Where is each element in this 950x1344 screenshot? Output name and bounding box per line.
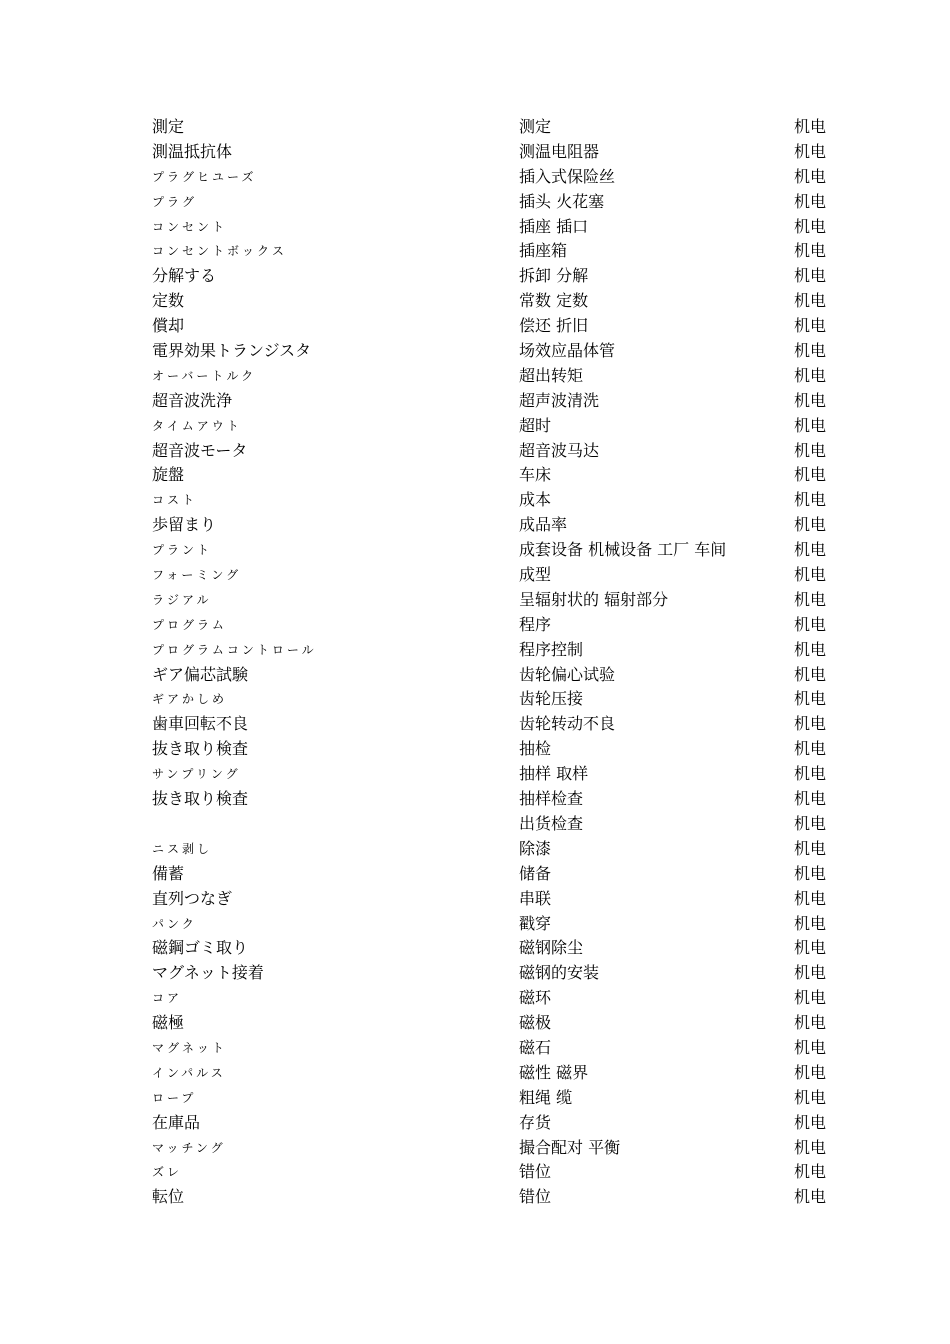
- chinese-term: 场效应晶体管: [519, 341, 616, 361]
- japanese-term: プラグヒユーズ: [152, 169, 257, 184]
- japanese-term: プラグ: [152, 194, 198, 209]
- chinese-term: 串联: [519, 888, 552, 908]
- glossary-row: [152, 289, 842, 314]
- japanese-term: 測定: [152, 117, 185, 136]
- category-label: 机电: [794, 266, 827, 286]
- japanese-term: マグネット: [152, 1040, 227, 1055]
- category-label: 机电: [794, 1187, 827, 1207]
- category-label: 机电: [794, 440, 827, 460]
- glossary-row: [152, 1086, 842, 1111]
- japanese-term: サンプリング: [152, 767, 241, 782]
- glossary-row: [152, 314, 842, 339]
- glossary-row: [152, 787, 842, 812]
- category-label: 机电: [794, 216, 827, 236]
- glossary-row: [152, 215, 842, 240]
- glossary-row: [152, 887, 842, 912]
- glossary-row: [152, 513, 842, 538]
- category-label: 机电: [794, 714, 827, 734]
- japanese-term: 定数: [152, 291, 185, 311]
- glossary-row: [152, 737, 842, 762]
- category-label: 机电: [794, 191, 827, 211]
- category-label: 机电: [794, 465, 827, 485]
- glossary-row: [152, 812, 842, 837]
- japanese-term: 分解する: [152, 266, 217, 286]
- chinese-term: 测温电阻器: [519, 141, 600, 161]
- category-label: 机电: [794, 863, 827, 883]
- japanese-term: パンク: [152, 916, 197, 931]
- glossary-row: [152, 538, 842, 563]
- chinese-term: 超出转矩: [519, 365, 584, 385]
- chinese-term: 粗绳 缆: [519, 1087, 573, 1107]
- category-label: 机电: [794, 739, 827, 759]
- category-label: 机电: [794, 639, 827, 659]
- glossary-row: [152, 115, 842, 140]
- chinese-term: 偿还 折旧: [519, 316, 589, 336]
- japanese-term: タイムアウト: [152, 418, 242, 433]
- glossary-row: [152, 165, 842, 190]
- chinese-term: 程序: [519, 614, 552, 634]
- chinese-term: 抽样 取样: [519, 764, 589, 784]
- japanese-term: ギア偏芯試験: [152, 664, 249, 684]
- japanese-term: マッチング: [152, 1140, 226, 1155]
- chinese-term: 测定: [519, 117, 552, 136]
- category-label: 机电: [794, 888, 827, 908]
- chinese-term: 插头 火花塞: [519, 191, 605, 211]
- chinese-term: 出货检查: [519, 813, 584, 833]
- category-label: 机电: [794, 141, 827, 161]
- glossary-row: [152, 140, 842, 165]
- chinese-term: 呈辐射状的 辐射部分: [519, 589, 669, 609]
- japanese-term: 超音波モータ: [152, 440, 248, 460]
- glossary-row: [152, 613, 842, 638]
- japanese-term: オーバートルク: [152, 368, 257, 383]
- category-label: 机电: [794, 789, 827, 809]
- category-label: 机电: [794, 689, 827, 709]
- category-label: 机电: [794, 540, 827, 560]
- glossary-row: [152, 588, 842, 613]
- category-label: 机电: [794, 1087, 827, 1107]
- glossary-row: [152, 414, 842, 439]
- glossary-row: [152, 762, 842, 787]
- category-label: 机电: [794, 913, 827, 933]
- chinese-term: 成品率: [519, 515, 568, 535]
- japanese-term: ズレ: [152, 1165, 183, 1180]
- japanese-term: 在庫品: [152, 1112, 201, 1132]
- glossary-row: [152, 638, 842, 663]
- chinese-term: 除漆: [519, 838, 552, 858]
- chinese-term: 拆卸 分解: [519, 266, 589, 286]
- chinese-term: 撮合配对 平衡: [519, 1137, 621, 1157]
- glossary-row: [152, 339, 842, 364]
- category-label: 机电: [794, 365, 827, 385]
- category-label: 机电: [794, 316, 827, 336]
- japanese-term: 抜き取り検査: [152, 739, 249, 759]
- category-label: 机电: [794, 291, 827, 311]
- japanese-term: コア: [152, 991, 183, 1006]
- category-label: 机电: [794, 838, 827, 858]
- japanese-term: 磁極: [152, 1013, 185, 1033]
- chinese-term: 磁钢除尘: [519, 938, 584, 958]
- chinese-term: 抽样检查: [519, 789, 584, 809]
- chinese-term: 成型: [519, 565, 552, 585]
- chinese-term: 程序控制: [519, 639, 584, 659]
- japanese-term: 超音波洗浄: [152, 390, 233, 410]
- japanese-term: 歯車回転不良: [152, 714, 249, 734]
- glossary-row: [152, 1185, 842, 1210]
- chinese-term: 成本: [519, 490, 552, 510]
- japanese-term: 償却: [152, 316, 185, 336]
- chinese-term: 错位: [519, 1187, 552, 1207]
- japanese-term: フォーミング: [152, 568, 242, 583]
- category-label: 机电: [794, 390, 827, 410]
- japanese-term: ニス剥し: [152, 841, 213, 856]
- japanese-term: 電界効果トランジスタ: [152, 341, 312, 361]
- chinese-term: 插座 插口: [519, 216, 589, 236]
- category-label: 机电: [794, 963, 827, 983]
- chinese-term: 磁石: [519, 1037, 552, 1057]
- chinese-term: 磁环: [519, 988, 552, 1008]
- japanese-term: マグネット接着: [152, 963, 264, 983]
- glossary-row: [152, 961, 842, 986]
- japanese-term: ロープ: [152, 1090, 197, 1105]
- glossary-row: [152, 1160, 842, 1185]
- japanese-term: 磁鋼ゴミ取り: [152, 938, 249, 958]
- chinese-term: 磁极: [519, 1013, 552, 1033]
- chinese-term: 齿轮转动不良: [519, 714, 616, 734]
- category-label: 机电: [794, 1062, 827, 1082]
- chinese-term: 错位: [519, 1162, 552, 1182]
- japanese-term: コスト: [152, 493, 198, 508]
- japanese-term: 旋盤: [152, 465, 185, 485]
- category-label: 机电: [794, 938, 827, 958]
- chinese-term: 齿轮压接: [519, 689, 584, 709]
- category-label: 机电: [794, 117, 827, 136]
- glossary-row: [152, 364, 842, 389]
- category-label: 机电: [794, 490, 827, 510]
- category-label: 机电: [794, 1137, 827, 1157]
- japanese-term: 直列つなぎ: [152, 888, 233, 908]
- glossary-row: [152, 1036, 842, 1061]
- glossary-row: [152, 712, 842, 737]
- glossary-row: [152, 488, 842, 513]
- glossary-row: [152, 912, 842, 937]
- glossary-row: [152, 986, 842, 1011]
- category-label: 机电: [794, 515, 827, 535]
- category-label: 机电: [794, 241, 827, 261]
- glossary-row: [152, 687, 842, 712]
- chinese-term: 抽检: [519, 739, 552, 759]
- japanese-term: 歩留まり: [152, 515, 217, 535]
- glossary-row: [152, 936, 842, 961]
- glossary-row: [152, 1111, 842, 1136]
- japanese-term: ラジアル: [152, 592, 212, 607]
- category-label: 机电: [794, 988, 827, 1008]
- category-label: 机电: [794, 415, 827, 435]
- japanese-term: コンセント: [152, 219, 228, 234]
- japanese-term: 備蓄: [152, 863, 185, 883]
- glossary-row: [152, 463, 842, 488]
- glossary-row: [152, 1011, 842, 1036]
- chinese-term: 磁性 磁界: [519, 1062, 589, 1082]
- chinese-term: 储备: [519, 863, 552, 883]
- japanese-term: ギアかしめ: [152, 692, 228, 707]
- glossary-row: [152, 563, 842, 588]
- chinese-term: 齿轮偏心试验: [519, 664, 616, 684]
- glossary-row: [152, 264, 842, 289]
- glossary-row: [152, 1136, 842, 1161]
- glossary-row: [152, 389, 842, 414]
- japanese-term: プラント: [152, 543, 213, 558]
- category-label: 机电: [794, 565, 827, 585]
- glossary-row: [152, 663, 842, 688]
- chinese-term: 存货: [519, 1112, 552, 1132]
- glossary-table: [152, 115, 842, 1210]
- chinese-term: 成套设备 机械设备 工厂 车间: [519, 540, 727, 560]
- category-label: 机电: [794, 764, 827, 784]
- chinese-term: 超时: [519, 415, 552, 435]
- category-label: 机电: [794, 341, 827, 361]
- chinese-term: 磁钢的安装: [519, 963, 600, 983]
- japanese-term: インパルス: [152, 1065, 226, 1080]
- category-label: 机电: [794, 1037, 827, 1057]
- category-label: 机电: [794, 813, 827, 833]
- category-label: 机电: [794, 614, 827, 634]
- glossary-row: [152, 439, 842, 464]
- japanese-term: プログラム: [152, 617, 227, 632]
- glossary-row: [152, 837, 842, 862]
- japanese-term: 測温抵抗体: [152, 141, 233, 161]
- glossary-row: [152, 190, 842, 215]
- chinese-term: 插入式保险丝: [519, 166, 616, 186]
- japanese-term: 転位: [152, 1187, 185, 1207]
- category-label: 机电: [794, 664, 827, 684]
- japanese-term: コンセントボックス: [152, 244, 287, 259]
- chinese-term: 超音波马达: [519, 440, 600, 460]
- japanese-term: 抜き取り検査: [152, 789, 249, 809]
- chinese-term: 车床: [519, 465, 552, 485]
- category-label: 机电: [794, 589, 827, 609]
- category-label: 机电: [794, 166, 827, 186]
- chinese-term: 戳穿: [519, 913, 552, 933]
- japanese-term: プログラムコントロール: [152, 642, 317, 657]
- category-label: 机电: [794, 1112, 827, 1132]
- chinese-term: 常数 定数: [519, 291, 589, 311]
- chinese-term: 插座箱: [519, 241, 568, 261]
- chinese-term: 超声波清洗: [519, 390, 600, 410]
- category-label: 机电: [794, 1013, 827, 1033]
- glossary-row: [152, 1061, 842, 1086]
- glossary-row: [152, 862, 842, 887]
- category-label: 机电: [794, 1162, 827, 1182]
- glossary-row: [152, 239, 842, 264]
